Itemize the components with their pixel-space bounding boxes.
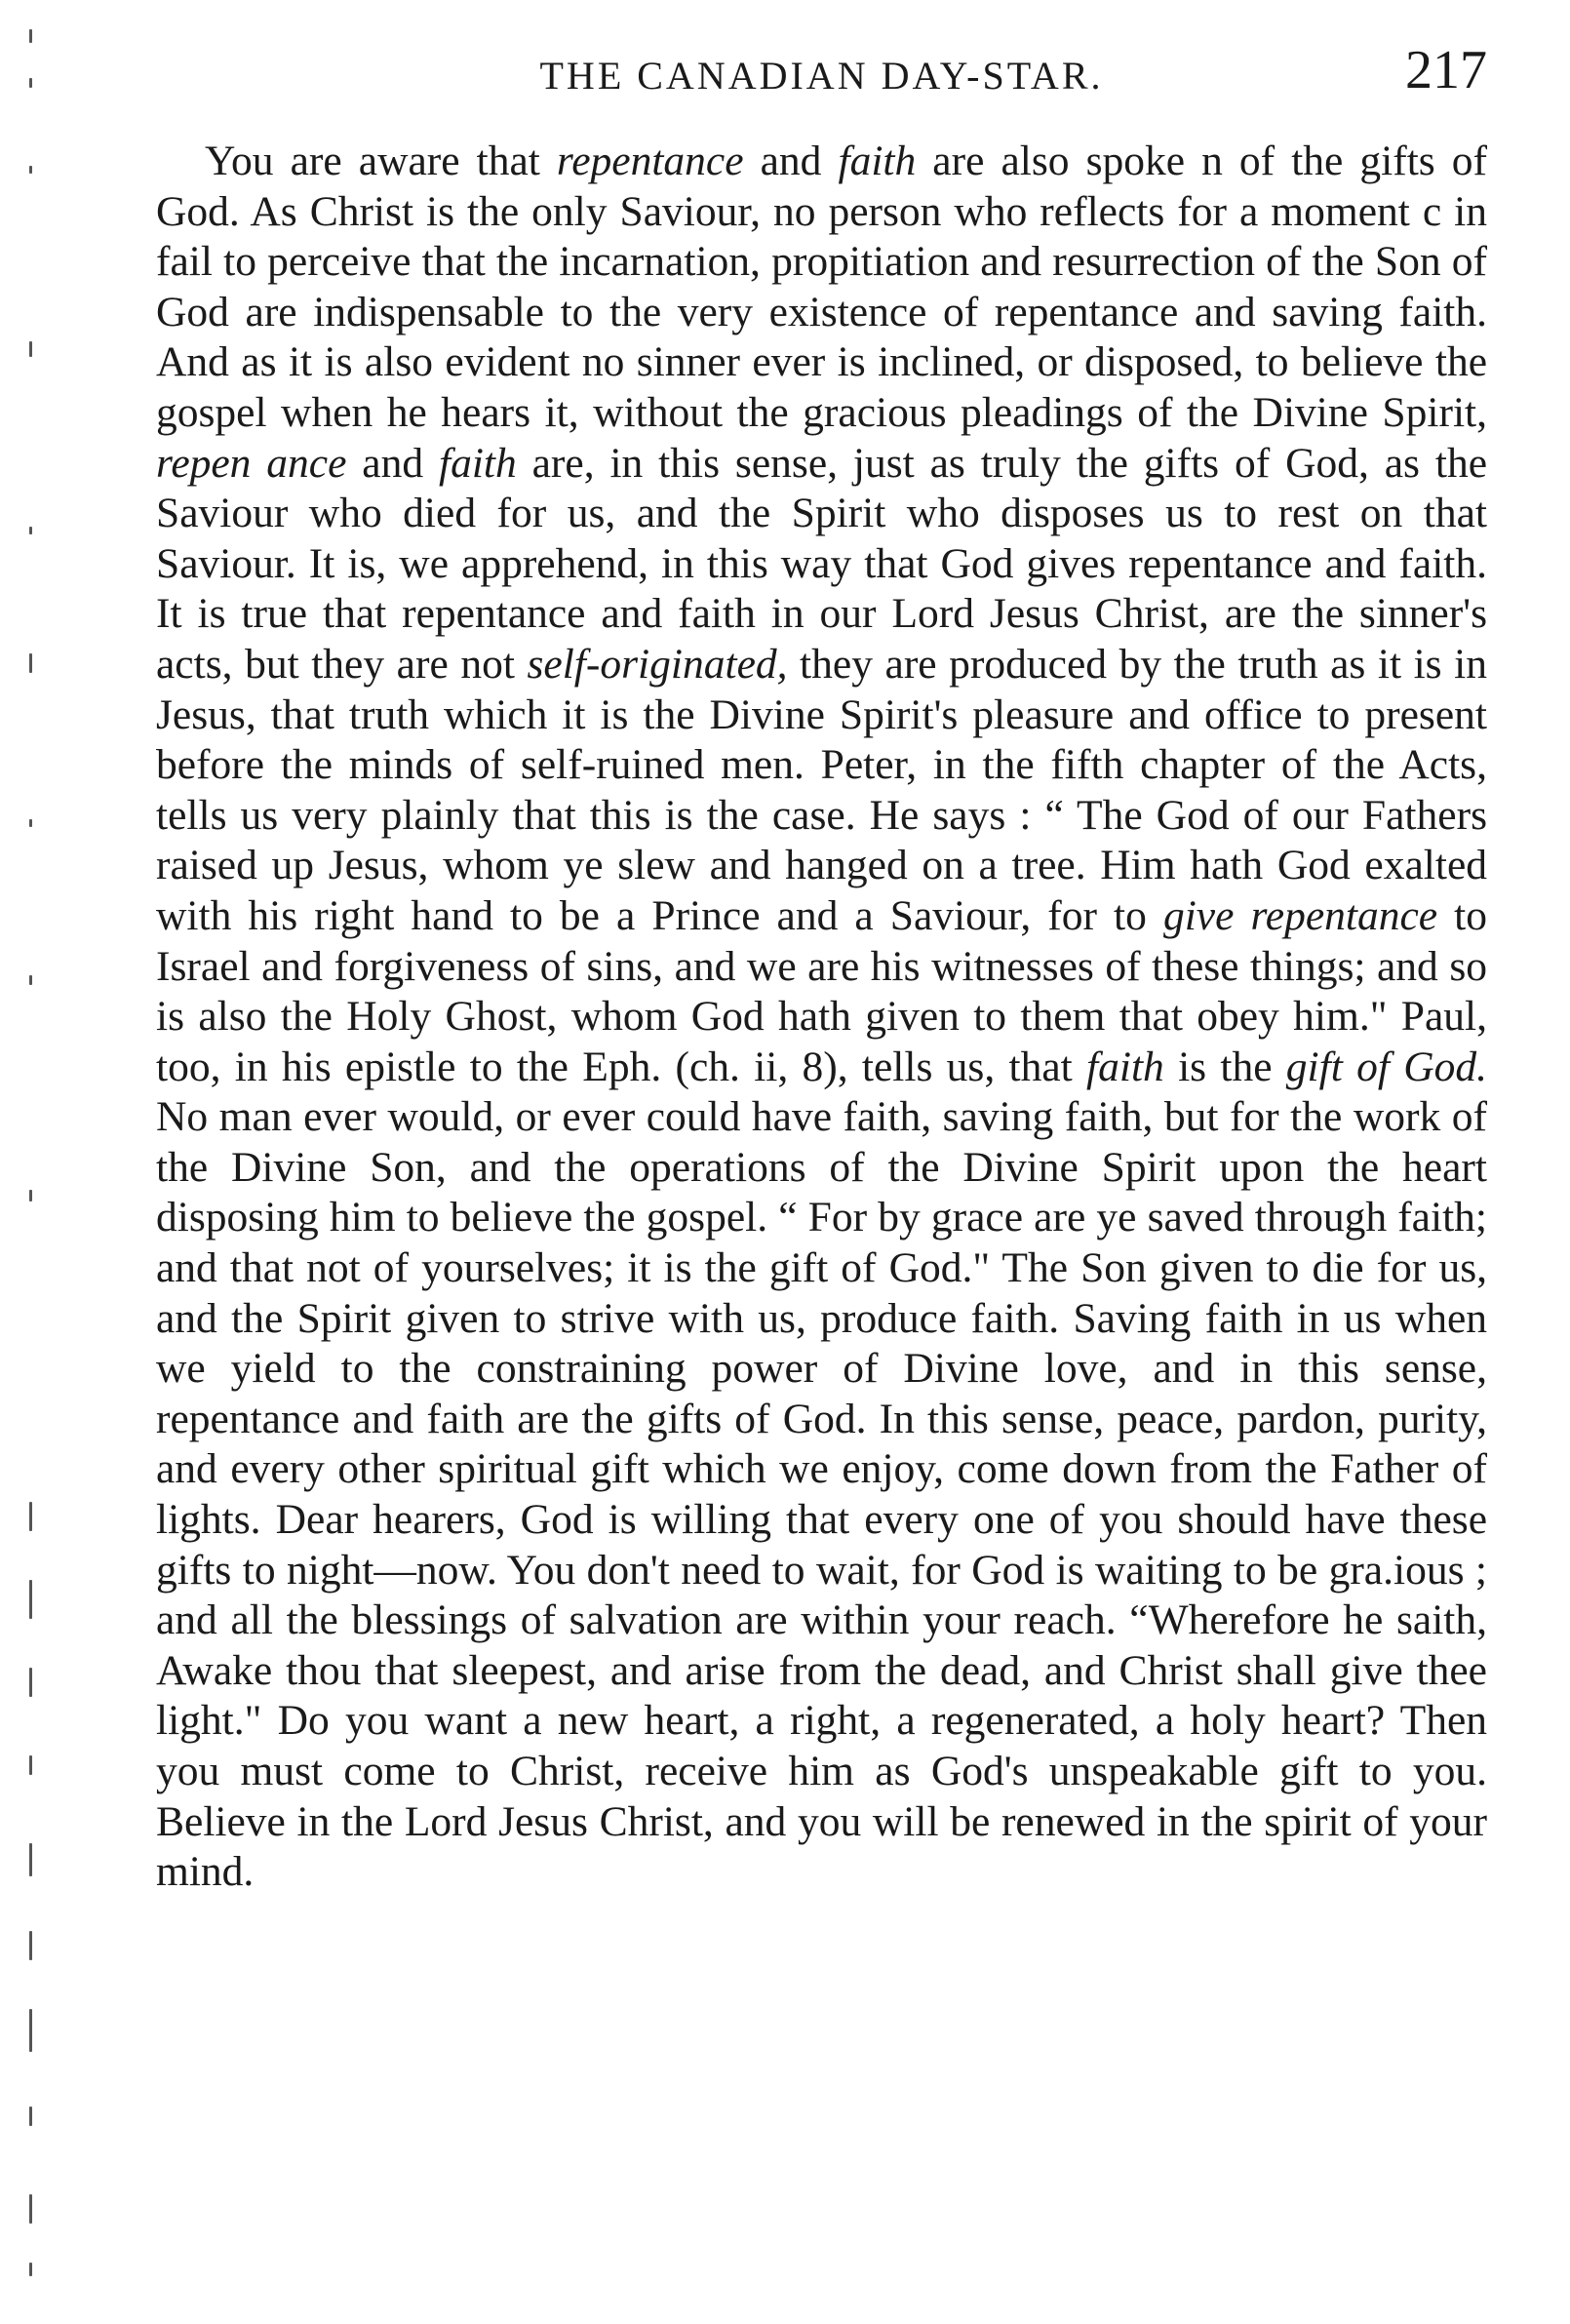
italic-phrase: faith bbox=[1086, 1043, 1164, 1090]
italic-phrase: self-originated, bbox=[527, 640, 788, 688]
margin-specks bbox=[18, 20, 57, 2302]
text-run: is the bbox=[1163, 1043, 1286, 1090]
italic-phrase: give repentance bbox=[1162, 891, 1438, 939]
italic-phrase: faith bbox=[438, 439, 517, 487]
italic-phrase: gift of God. bbox=[1285, 1043, 1487, 1090]
page-header bbox=[156, 39, 1487, 127]
italic-phrase: repentance bbox=[556, 138, 744, 184]
text-run: are, in this sense, just as truly the gifts of God, as the Saviour who died for us, and the Spirit who disposes us to rest on that Saviour. It is, we apprehend, in this way that God gives repentance and faith. It is true that repentance and faith in our Lord Jesus Christ, are the sinner's acts, but they are not bbox=[156, 439, 1487, 688]
text-run: and bbox=[743, 138, 839, 184]
body-paragraph bbox=[156, 137, 1487, 1898]
page-number: 217 bbox=[1405, 40, 1487, 100]
running-title: THE CANADIAN DAY-STAR. bbox=[539, 54, 1104, 98]
italic-phrase: faith bbox=[838, 138, 917, 184]
text-run: they are produced by the truth as it is in Jesus, that truth which it is the Divine Spirit's pleasure and office to present before the minds of self-ruined men. Peter, in the fifth chapter of the Acts, tells us very plainly that this is the case. He says : “ The God of our Fathers raised up Jesus, whom ye slew and hanged on a tree. Him hath God exalted with his right hand to be a Prince and a Saviour, for to bbox=[156, 640, 1488, 939]
text-run: and bbox=[346, 439, 439, 487]
text-run: You are aware that bbox=[205, 138, 557, 184]
text-run: are also spoke n of the gifts of God. As Christ is the only Saviour, no person who reflects for a moment c in fail to perceive that the incarnation, propitiation and resurrection of the Son of God are indispensable to the very existence of repentance and saving faith. And as it is also evident no sinner ever is inclined, or disposed, to believe the gospel when he hears it, without the gracious pleadings of the Divine Spirit, bbox=[156, 138, 1488, 436]
italic-phrase: repen ance bbox=[156, 439, 347, 487]
text-run: No man ever would, or ever could have faith, saving faith, but for the work of the Divine Son, and the operations of the Divine Spirit upon the heart disposing him to believe the gospel. “ For by grace are ye saved through faith; and that not of yourselves; it is the gift of God." The Son given to die for us, and the Spirit given to strive with us, produce faith. Saving faith in us when we yield to the constraining power of Divine love, and in this sense, repentance and faith are the gifts of God. In this sense, peace, pardon, purity, and every other spiritual gift which we enjoy, come down from the Father of lights. Dear hearers, God is willing that every one of you should have these gifts to night—now. You don't need to wait, for God is waiting to be gra.ious ; and all the blessings of salvation are within your reach. “Wherefore he saith, Awake thou that sleepest, and arise from the dead, and Christ shall give thee light." Do you want a new heart, a right, a regenerated, a holy heart? Then you must come to Christ, receive him as God's unspeakable gift to you. Believe in the Lord Jesus Christ, and you will be renewed in the spirit of your mind. bbox=[156, 1093, 1487, 1896]
text-run: to Israel and forgiveness of sins, and we are his witnesses of these things; and so is also the Holy Ghost, whom God hath given to them that obey him." Paul, too, in his epistle to the Eph. (ch. ii, 8), tells us, that bbox=[156, 891, 1487, 1090]
